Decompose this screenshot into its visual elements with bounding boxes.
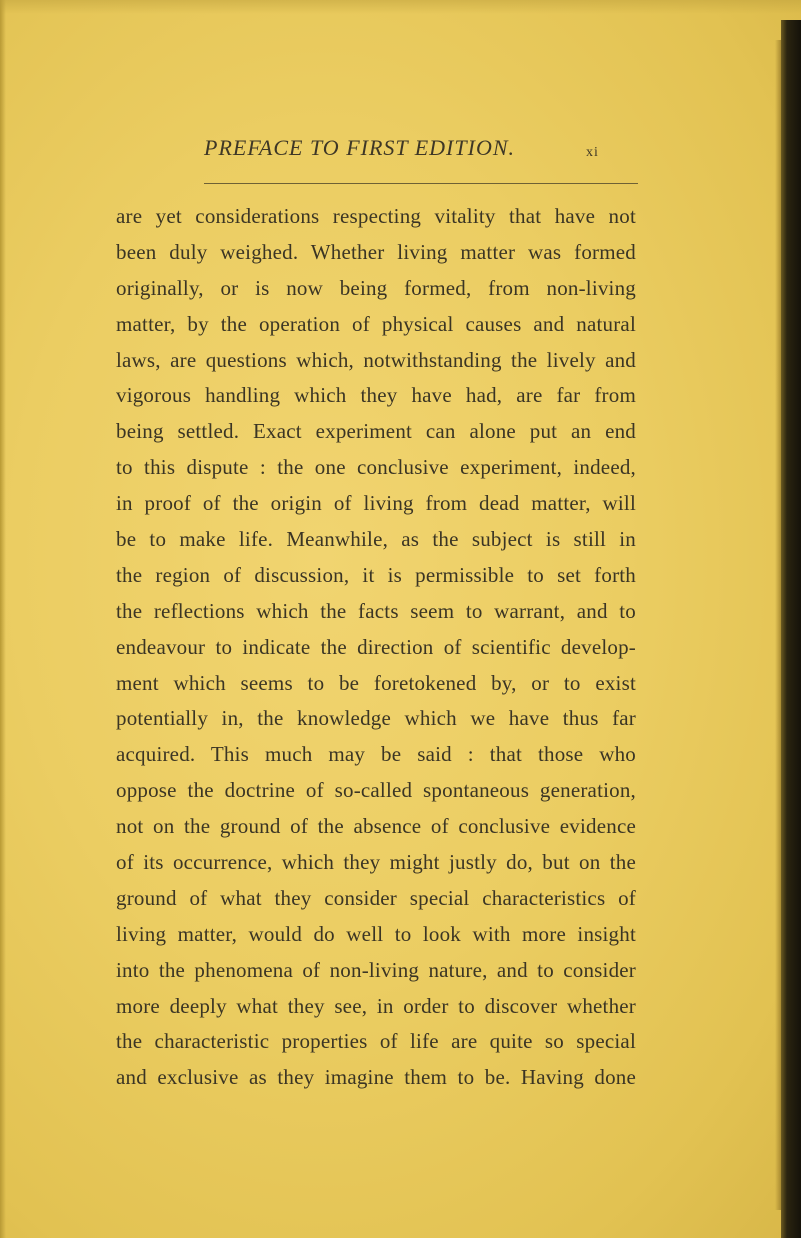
text-line: not on the ground of the absence of conclusive evidence xyxy=(116,814,636,839)
text-line: the characteristic properties of life are quite so special xyxy=(116,1029,636,1054)
text-line: to this dispute : the one conclusive experiment, indeed, xyxy=(116,455,636,480)
text-line: are yet considerations respecting vitality that have not xyxy=(116,204,636,228)
text-line: oppose the doctrine of so-called spontaneous generation, xyxy=(116,778,636,803)
text-line: originally, or is now being formed, from non-living xyxy=(116,275,636,300)
text-line: living matter, would do well to look with more insight xyxy=(116,921,636,946)
text-line: matter, by the operation of physical causes and natural xyxy=(116,311,636,336)
text-line: the reflections which the facts seem to warrant, and to xyxy=(116,598,636,623)
body-text xyxy=(116,199,636,1096)
text-line: in proof of the origin of living from dead matter, will xyxy=(116,491,636,516)
text-line: of its occurrence, which they might justly do, but on the xyxy=(116,850,636,875)
header-rule xyxy=(204,183,638,184)
text-line: laws, are questions which, notwithstanding the lively and xyxy=(116,347,636,372)
running-title: PREFACE TO FIRST EDITION. xyxy=(204,135,516,160)
text-line: more deeply what they see, in order to discover whether xyxy=(116,993,636,1018)
page-header xyxy=(0,135,801,165)
text-line: acquired. This much may be said : that those who xyxy=(116,742,636,767)
text-line: been duly weighed. Whether living matter was formed xyxy=(116,239,636,264)
page-left-edge xyxy=(0,0,6,1238)
text-line: potentially in, the knowledge which we have thus far xyxy=(116,706,636,731)
book-spine xyxy=(781,20,801,1238)
page-top-shadow xyxy=(0,0,801,14)
text-line: and exclusive as they imagine them to be. Having done xyxy=(116,1065,636,1090)
text-line: ment which seems to be foretokened by, or to exist xyxy=(116,670,636,695)
page-number: xi xyxy=(586,145,599,160)
text-line: being settled. Exact experiment can alone put an end xyxy=(116,419,636,444)
text-line: ground of what they consider special characteristics of xyxy=(116,885,636,910)
text-line: into the phenomena of non-living nature, and to consider xyxy=(116,957,636,982)
text-line: be to make life. Meanwhile, as the subject is still in xyxy=(116,527,636,552)
text-line: vigorous handling which they have had, are far from xyxy=(116,383,636,408)
text-line: the region of discussion, it is permissible to set forth xyxy=(116,562,636,587)
text-line: endeavour to indicate the direction of scientific develop- xyxy=(116,634,636,659)
